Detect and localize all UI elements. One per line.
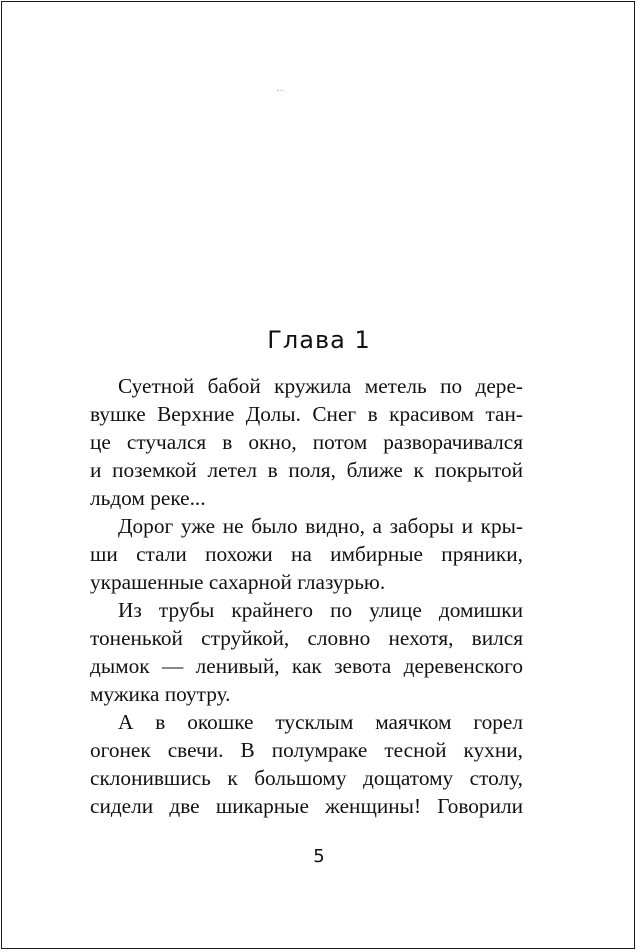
text-line: сидели две шикарные женщины! Говорили [90, 794, 523, 818]
page-number: 5 [313, 846, 325, 867]
chapter-title: Глава 1 [267, 326, 371, 354]
text-line: вушке Верхние Долы. Снег в красивом тан- [90, 402, 523, 426]
scan-speck [277, 90, 283, 93]
text-line: дымок — ленивый, как зевота деревенского [90, 654, 523, 678]
body-text [90, 372, 523, 820]
text-line: Из трубы крайнего по улице домишки [118, 598, 523, 622]
text-line: А в окошке тусклым маячком горел [118, 710, 523, 734]
text-line: тоненькой струйкой, словно нехотя, вился [90, 626, 523, 650]
text-line: льдом реке... [90, 486, 206, 510]
paragraph [90, 512, 523, 596]
text-line: огонек свечи. В полумраке тесной кухни, [90, 738, 523, 762]
text-line: ши стали похожи на имбирные пряники, [90, 542, 523, 566]
text-line: мужика поутру. [90, 682, 231, 706]
text-line: склонившись к большому дощатому столу, [90, 766, 523, 790]
paragraph [90, 596, 523, 708]
text-line: Дорог уже не было видно, а заборы и кры- [118, 514, 523, 538]
text-line: и поземкой летел в поля, ближе к покрытой [90, 458, 523, 482]
paragraph [90, 708, 523, 820]
paragraph [90, 372, 523, 512]
text-line: украшенные сахарной глазурью. [90, 570, 386, 594]
text-line: це стучался в окно, потом разворачивался [90, 430, 523, 454]
text-line: Суетной бабой кружила метель по дере- [118, 374, 523, 398]
